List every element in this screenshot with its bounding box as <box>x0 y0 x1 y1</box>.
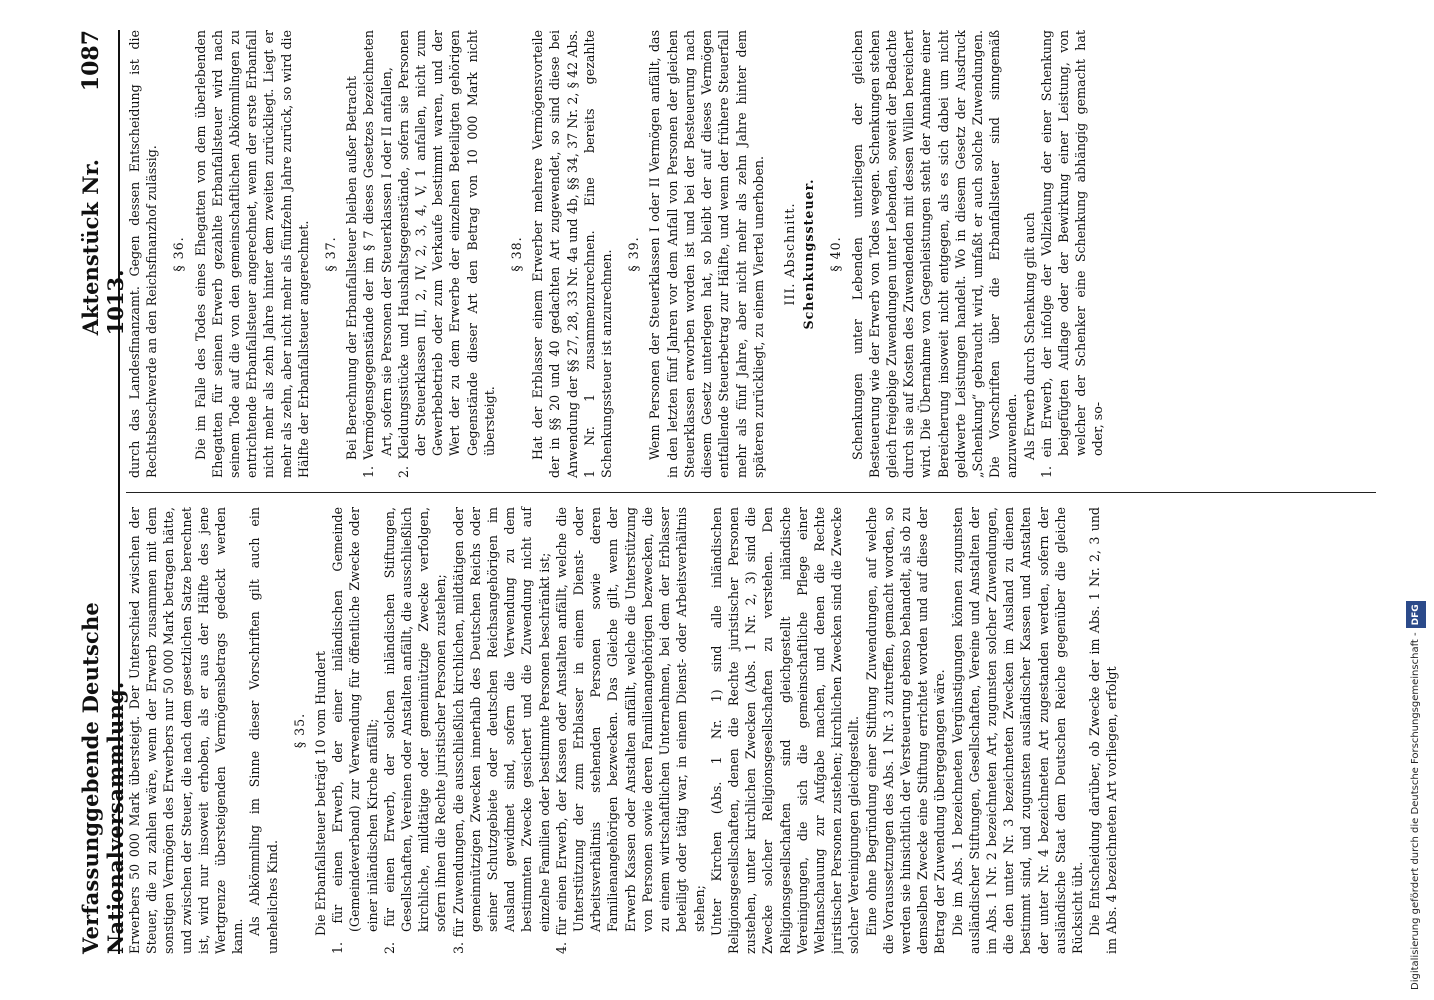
paragraph: Die im Abs. 1 bezeichneten Vergünstigungen können zugunsten ausländischer Stiftungen, Gesellschaften, Vereine und Anstalten der im Abs. 1 Nr. 2 bezeichneten Art, zugunsten solcher Zuwendungen, die den unter Nr. 3 bezeichneten Zwecken im Ausland zu dienen bestimmt sind, und zugunsten ausländischer Kassen und Anstalten der unter Nr. 4 bezeichneten Art zugestanden werden, sofern der ausländische Staat dem Deutschen Reiche gegenüber die gleiche Rücksicht übt. <box>949 507 1085 954</box>
paragraph: Die Erbanfallsteuer beträgt 10 vom Hundert <box>313 651 329 936</box>
rotated-page <box>40 0 1402 1000</box>
paragraph: Als Erwerb durch Schenkung gilt auch <box>1021 212 1037 460</box>
list-item: 1. für einen Erwerb, der einer inländischen Gemeinde (Gemeindeverband) zur Verwendung für öffentliche Zwecke oder einer inländischen Kirche anfällt; <box>330 507 380 954</box>
paragraph: Die im Falle des Todes eines Ehegatten von dem überlebenden Ehegatten für seinen Erwerb gezahlte Erbanfallsteuer wird nach seinem Tode auf die von den gemeinschaftlichen Abkömmlingen zu entrichtende Erbanfallsteuer angerechnet, wenn der erste Erbanfall nicht mehr als zehn Jahre hinter dem zweiten zurückliegt. Liegt er mehr als zehn, aber nicht mehr als fünfzehn Jahre zurück, so wird die Hälfte der Erbanfallsteuer angerechnet. <box>192 30 311 478</box>
paragraph: Eine ohne Begründung einer Stiftung Zuwendungen, auf welche die Voraussetzungen des Abs. 1 Nr. 3 zutreffen, gemacht worden, so werden sie hinsichtlich der Versteuerung ebenso behandelt, als ob zu demselben Zwecke eine Stiftung errichtet worden und auf diese der Betrag der Zuwendung übergegangen wäre. <box>863 507 948 954</box>
section-number: § 38. <box>509 236 525 272</box>
list-item: 4. für einen Erwerb, der Kassen oder Anstalten anfällt, welche die Unterstützung der zum Erblasser in einem Dienst- oder Arbeitsverhältnis stehenden Personen sowie deren Familienangehörigen bezwecken. Das Gleiche gilt, wenn der Erwerb Kassen oder Anstalten anfällt, welche die Unterstützung von Personen sowie deren Familienangehörigen bezwecken, die zu einem wirtschaftlichen Unternehmen, bei dem der Erblasser beteiligt oder tätig war, in einem Dienst- oder Arbeitsverhältnis stehen; <box>553 507 707 954</box>
paragraph: Erwerbers 50 000 Mark übersteigt. Der Unterschied zwischen der Steuer, die zu zahlen wäre, wenn der Erwerb zusammen mit dem sonstigen Vermögen des Erwerbers nur 50 000 Mark betragen hätte, und zwischen der Steuer, die nach dem gesetzlichen Satze berechnet ist, wird nur insoweit erhoben, als er aus der Hälfte des jene Wertgrenze übersteigenden Vermögensbetrags gedeckt werden kann. <box>127 507 246 954</box>
list-item: 2. für einen Erwerb, der solchen inländischen Stiftungen, Gesellschaften, Vereinen oder Anstalten anfällt, die ausschließlich kirchliche, mildtätige oder gemeinnützige Zwecke verfolgen, sofern ihnen die Rechte juristischer Personen zustehen; <box>381 507 449 954</box>
paragraph: Unter Kirchen (Abs. 1 Nr. 1) sind alle inländischen Religionsgesellschaften, denen die Rechte juristischer Personen zustehen, unter kirchlichen Zwecken (Abs. 1 Nr. 2, 3) sind die Zwecke solcher Religionsgesellschaften zu verstehen. Den Religionsgesellschaften sind gleichgestellt inländische Vereinigungen, die sich die gemeinschaftliche Pflege einer Weltanschauung zur Aufgabe machen, und denen die Rechte juristischer Personen zustehen; kirchlichen Zwecken sind die Zwecke solcher Vereinigungen gleichgestellt. <box>708 507 862 954</box>
paragraph: Bei Berechnung der Erbanfallsteuer bleiben außer Betracht <box>344 76 360 460</box>
page-header <box>78 30 128 954</box>
list-item: 2. Kleidungsstücke und Haushaltsgegenstände, sofern sie Personen der Steuerklassen III, 2, IV, 2, 3, 4, V, 1 anfallen, nicht zum Gewerbebetrieb oder zum Verkaufe bestimmt waren, und der Wert der zu dem Erwerbe der einzelnen Beteiligten gehörigen Gegenstände dieser Art den Betrag von 10 000 Mark nicht übersteigt. <box>395 30 497 478</box>
section-number: § 36. <box>171 236 187 272</box>
text-columns <box>126 30 1376 954</box>
part-title: Schenkungssteuer. <box>801 178 817 330</box>
funding-text: Digitalisierung gefördert durch die Deutsche Forschungsgemeinschaft - <box>1410 632 1421 990</box>
right-column <box>126 30 1376 492</box>
paragraph: Hat der Erblasser einem Erwerber mehrere Vermögensvorteile der in §§ 20 und 40 gedachten Art zugewendet, so sind diese bei Anwendung der §§ 27, 28, 33 Nr. 4a und 4b, §§ 34, 37 Nr. 2, § 42 Abs. 1 Nr. 1 zusammenzurechnen. Eine bereits gezahlte Schenkungssteuer ist anzurechnen. <box>530 30 615 478</box>
digitization-note-text <box>1406 10 1426 990</box>
document-number: Aktenstück Nr. 1013. <box>78 159 128 336</box>
section-number: § 39. <box>626 236 642 272</box>
paragraph: Wenn Personen der Steuerklassen I oder II Vermögen anfällt, das in den letzten fünf Jahren vor dem Anfall von Personen der gleichen Steuerklassen erworben worden ist und bei der Besteuerung nach diesem Gesetz unterlegen hat, so bleibt der auf dieses Vermögen entfallende Steuerbetrag zur Hälfte, und wenn der frühere Steuerfall mehr als fünf Jahre, aber nicht mehr als zehn Jahre hinter dem späteren zurückliegt, zu einem Viertel unerhoben. <box>647 30 766 478</box>
list-item: 3. für Zuwendungen, die ausschließlich kirchlichen, mildtätigen oder gemeinnützigen Zwecken innerhalb des Deutschen Reichs oder seiner Schutzgebiete oder deutschen Reichsangehörigen im Ausland gewidmet sind, sofern die Verwendung zu dem bestimmten Zwecke gesichert und die Zuwendung nicht auf einzelne Familien oder bestimmte Personen beschränkt ist; <box>450 507 552 954</box>
list-item: 1. ein Erwerb, der infolge der Vollziehung der einer Schenkung beigefügten Auflage oder der Bewirkung einer Leistung, von welcher der Schenker eine Schenkung abhängig gemacht hat oder, so- <box>1038 30 1106 478</box>
left-column <box>126 492 1376 954</box>
paragraph: durch das Landesfinanzamt. Gegen dessen Entscheidung ist die Rechtsbeschwerde an den Reichsfinanzhof zulässig. <box>127 30 160 478</box>
section-number: § 35. <box>291 712 307 749</box>
dfg-logo: DFG <box>1406 601 1426 628</box>
list-item: 1. Vermögensgegenstände der im § 7 dieses Gesetzes bezeichneten Art, sofern sie Personen der Steuerklassen I oder II anfallen, <box>361 30 394 478</box>
part-heading: III. Abschnitt. <box>781 202 797 306</box>
paragraph: Die Entscheidung darüber, ob Zwecke der im Abs. 1 Nr. 2, 3 und im Abs. 4 bezeichneten Art vorliegen, erfolgt <box>1087 507 1120 954</box>
paragraph: Schenkungen unter Lebenden unterliegen der gleichen Besteuerung wie der Erwerb von Todes wegen. Schenkungen stehen gleich freigebige Zuwendungen unter Lebenden, soweit der Bedachte durch sie auf Kosten des Zuwendenden mit dessen Willen bereichert wird. Die Übernahme von Gegenleistungen steht der Annahme einer Bereicherung insoweit nicht entgegen, als es sich dabei um nicht geldwerte Leistungen handelt. Wo in diesem Gesetz der Ausdruck „Schenkung“ gebraucht wird, umfaßt er auch solche Zuwendungen. Die Vorschriften über die Erbanfallsteuer sind sinngemäß anzuwenden. <box>849 30 1020 478</box>
section-number: § 40. <box>828 236 844 272</box>
paragraph: Als Abkömmling im Sinne dieser Vorschriften gilt auch ein uneheliches Kind. <box>247 507 280 954</box>
section-number: § 37. <box>323 236 339 272</box>
running-title: Verfassunggebende Deutsche Nationalversammlung. <box>78 602 128 954</box>
page-number: 1087 <box>78 30 104 92</box>
digitization-note <box>1406 10 1426 990</box>
